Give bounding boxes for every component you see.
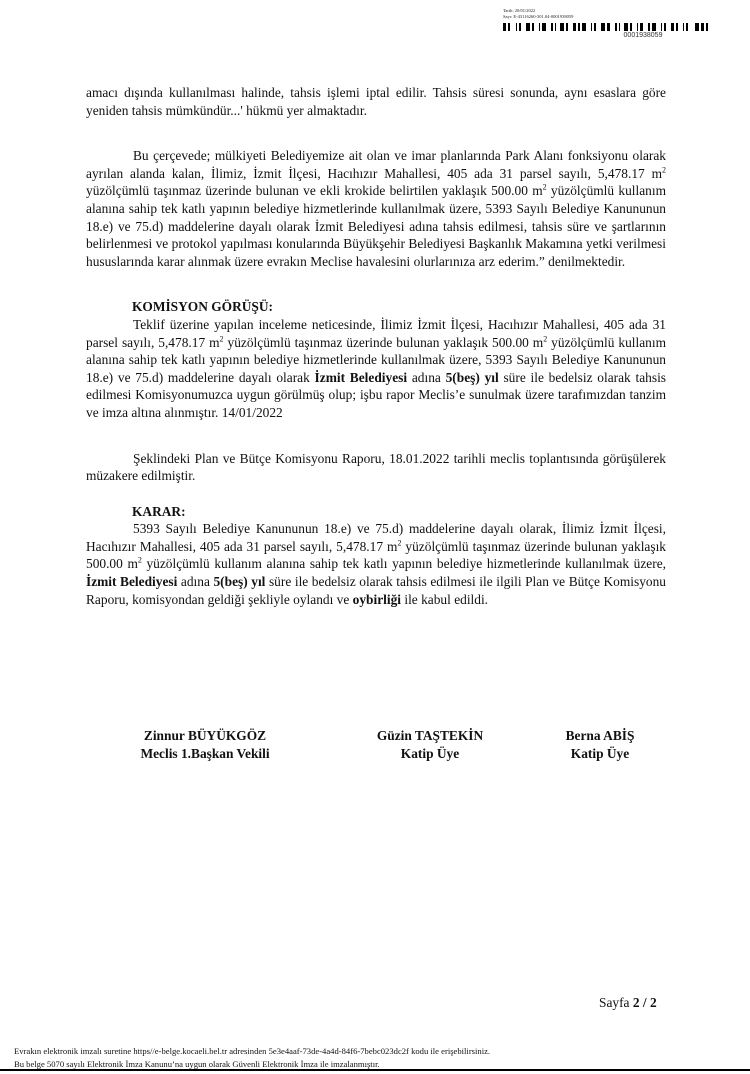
- signatory-title: Katip Üye: [400, 745, 460, 761]
- signature-clerk-1: [345, 727, 515, 762]
- paragraph-meeting: Şeklindeki Plan ve Bütçe Komisyonu Raporu, 18.01.2022 tarihli meclis toplantısında görüşülerek müzakere edilmiştir.: [86, 450, 666, 484]
- commission-heading: KOMİSYON GÖRÜŞÜ:: [132, 299, 273, 315]
- signatory-title: Meclis 1.Başkan Vekili: [140, 745, 270, 761]
- footer-verification-line: Evrakın elektronik imzalı suretine https//e-belge.kocaeli.bel.tr adresinden 5e3e4aaf-73de-4a4d-84f6-7bebc023dc2f kodu ile erişebilirsiniz.: [14, 1046, 491, 1056]
- document-body: [86, 84, 666, 608]
- document-stamp: [503, 8, 743, 39]
- signatory-name: Berna ABİŞ: [565, 728, 635, 743]
- stamp-number: Sayı: E-43116260-301.04-0001938059: [503, 14, 574, 19]
- barcode-icon: [503, 23, 733, 31]
- decision-heading: KARAR:: [132, 503, 186, 519]
- paragraph-continuation: amacı dışında kullanılması halinde, tahsis işlemi iptal edilir. Tahsis süresi sonunda, aynı esaslara göre yeniden tahsis mümkündür...' hükmü yer almaktadır.: [86, 85, 666, 118]
- stamp-date: Tarih: 20/01/2022: [503, 8, 536, 13]
- signatory-name: Güzin TAŞTEKİN: [376, 728, 484, 743]
- signature-clerk-2: [525, 727, 675, 762]
- barcode-number: 0001938059: [623, 32, 663, 39]
- signature-chair: [120, 727, 290, 762]
- page-number: Sayfa 2 / 2: [599, 995, 657, 1010]
- footer-divider: [0, 1069, 750, 1071]
- signatory-title: Katip Üye: [570, 745, 630, 761]
- paragraph-request: Bu çerçevede; mülkiyeti Belediyemize ait olan ve imar planlarında Park Alanı fonksiyonu olarak ayrılan alanda kalan, İlimiz, İzmit İlçesi, Hacıhızır Mahallesi, 405 ada 31 parsel sayılı, 5,478.17 $m^2$ yüzölçümlü taşınmaz üzerinde bulunan ve ekli krokide belirtilen yaklaşık 500.00 $m^2$ yüzölçümlü kullanım alanına sahip tek katlı yapının belediye hizmetlerinde kullanılmak üzere, 5393 Sayılı Belediye Kanununun 18.e) ve 75.d) maddelerine dayalı olarak İzmit Belediyesi adına tahsis edilmesi, tahsis süre ve şartlarının belirlenmesi ve protokol yapılması konularında Büyükşehir Belediyesi Başkanlık Makamına yetki verilmesi hususlarında karar alınmak üzere evrakın Meclise havalesini olurlarınıza arz ederim.” denilmektedir.: [86, 148, 666, 269]
- footer-law-line: Bu belge 5070 sayılı Elektronik İmza Kanunu’na uygun olarak Güvenli Elektronik İmza ile imzalanmıştır.: [14, 1058, 380, 1069]
- e-signature-footer: [14, 1045, 744, 1070]
- paragraph-decision: 5393 Sayılı Belediye Kanununun 18.e) ve 75.d) maddelerine dayalı olarak, İlimiz İzmit İlçesi, Hacıhızır Mahallesi, 405 ada 31 parsel sayılı, 5,478.17 $m^2$ yüzölçümlü taşınmaz üzerinde bulunan yaklaşık 500.00 $m^2$ yüzölçümlü kullanım alanına sahip tek katlı yapının belediye hizmetlerinde kullanılmak üzere, İzmit Belediyesi adına 5(beş) yıl süre ile bedelsiz olarak tahsis edilmesi ile ilgili Plan ve Bütçe Komisyonu Raporu, komisyondan geldiği şekliyle oylandı ve oybirliği ile kabul edildi.: [86, 521, 666, 607]
- signatory-name: Zinnur BÜYÜKGÖZ: [143, 728, 267, 743]
- paragraph-commission-opinion: Teklif üzerine yapılan inceleme neticesinde, İlimiz İzmit İlçesi, Hacıhızır Mahallesi, 405 ada 31 parsel sayılı, 5,478.17 $m^2$ yüzölçümlü taşınmaz üzerinde bulunan yaklaşık 500.00 $m^2$ yüzölçümlü kullanım alanına sahip tek katlı yapının belediye hizmetlerinde kullanılmak üzere, 5393 Sayılı Belediye Kanununun 18.e) ve 75.d) maddelerine dayalı olarak İzmit Belediyesi adına 5(beş) yıl süre ile bedelsiz olarak tahsis edilmesi Komisyonumuzca uygun görülmüş olup; işbu rapor Meclis’e sunulmak üzere tarafımızdan tanzim ve imza altına alınmıştır. 14/01/2022: [86, 316, 666, 420]
